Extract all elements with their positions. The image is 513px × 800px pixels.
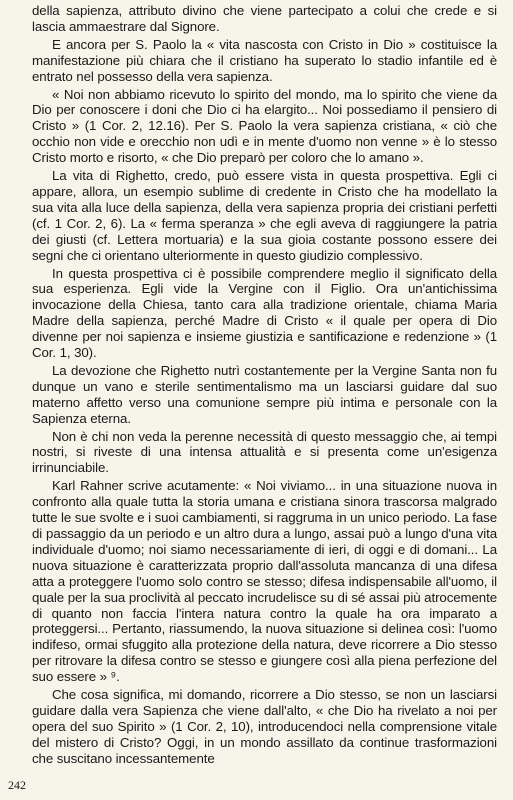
paragraph: E ancora per S. Paolo la « vita nascosta con Cristo in Dio » costituisce la manifestazione più chiara che il cristiano ha superato lo stadio infantile ed è entrato nel possesso della vera sapienza. (32, 36, 497, 84)
paragraph: In questa prospettiva ci è possibile comprendere meglio il significato della sua esperienza. Egli vide la Vergine con il Figlio. Ora un'antichissima invocazione della Chiesa, tanto cara alla tradizione orientale, chiama Maria Madre della sapienza, perché Madre di Cristo « il quale per opera di Dio divenne per noi sapienza e insieme giustizia e santificazione e redenzione » (1 Cor. 1, 30). (32, 265, 497, 361)
page-number: 242 (8, 778, 26, 792)
paragraph: Che cosa significa, mi domando, ricorrere a Dio stesso, se non un lasciarsi guidare dalla vera Sapienza che viene dall'alto, « che Dio ha rivelato a noi per opera del suo Spirito » (1 Cor. 2, 10), introducendoci nella comprensione vitale del mistero di Cristo? Oggi, in un mondo assillato da continue trasformazioni che suscitano incessantemente (32, 687, 497, 766)
paragraph: « Noi non abbiamo ricevuto lo spirito del mondo, ma lo spirito che viene da Dio per conoscere i doni che Dio ci ha elargito... Noi possediamo il pensiero di Cristo » (1 Cor. 2, 12.16). Per S. Paolo la vera sapienza cristiana, « ciò che occhio non vide e orecchio non udì e in mente d'uomo non venne » è lo stesso Cristo morto e risorto, « che Dio preparò per coloro che lo amano ». (32, 86, 497, 166)
paragraph: della sapienza, attributo divino che viene partecipato a colui che crede e si lascia ammaestrare dal Signore. (32, 3, 497, 34)
page-body (32, 3, 497, 769)
paragraph: Non è chi non veda la perenne necessità di questo messaggio che, ai tempi nostri, si riveste di una intensa attualità e si presenta come un'esigenza irrinunciabile. (32, 428, 497, 476)
paragraph: La vita di Righetto, credo, può essere vista in questa prospettiva. Egli ci appare, allora, un esempio sublime di credente in Cristo che ha modellato la sua vita alla luce della sapienza, della vera sapienza propria dei cristiani perfetti (cf. 1 Cor. 2, 6). La « ferma speranza » che egli aveva di raggiungere la patria dei giusti (cf. Lettera mortuaria) e la sua gioia costante possono essere dei segni che ci orientano ulteriormente in questo giudizio complessivo. (32, 168, 497, 263)
paragraph: La devozione che Righetto nutrì costantemente per la Vergine Santa non fu dunque un vano e sterile sentimentalismo ma un lasciarsi guidare dal suo materno affetto verso una comunione sempre più intima e personale con la Sapienza eterna. (32, 362, 497, 426)
paragraph: Karl Rahner scrive acutamente: « Noi viviamo... in una situazione nuova in confronto alla quale tutta la storia umana e cristiana sinora trascorsa malgrado tutte le sue svolte e i suoi cambiamenti, si raggruma in un unico periodo. La fase di passaggio da un periodo e un altro dura a lungo, assai può a lungo d'una vita individuale d'uomo; noi siamo necessariamente di ieri, di oggi e di domani... La nuova situazione è caratterizzata proprio dall'assoluta mancanza di una difesa atta a proteggere l'uomo solo contro se stesso; difesa indispensabile all'uomo, il quale per la sua proclività al peccato incrudelisce su di sé assai più atrocemente di quanto non faccia l'intera natura contro la quale ha ora imparato a proteggersi... Pertanto, riassumendo, la nuova situazione si delinea così: l'uomo indifeso, ormai sfuggito alla protezione della natura, deve ricorrere a Dio stesso per ritrovare la difesa contro se stesso e giungere così alla piena perfezione del suo essere » ⁹. (32, 478, 497, 685)
